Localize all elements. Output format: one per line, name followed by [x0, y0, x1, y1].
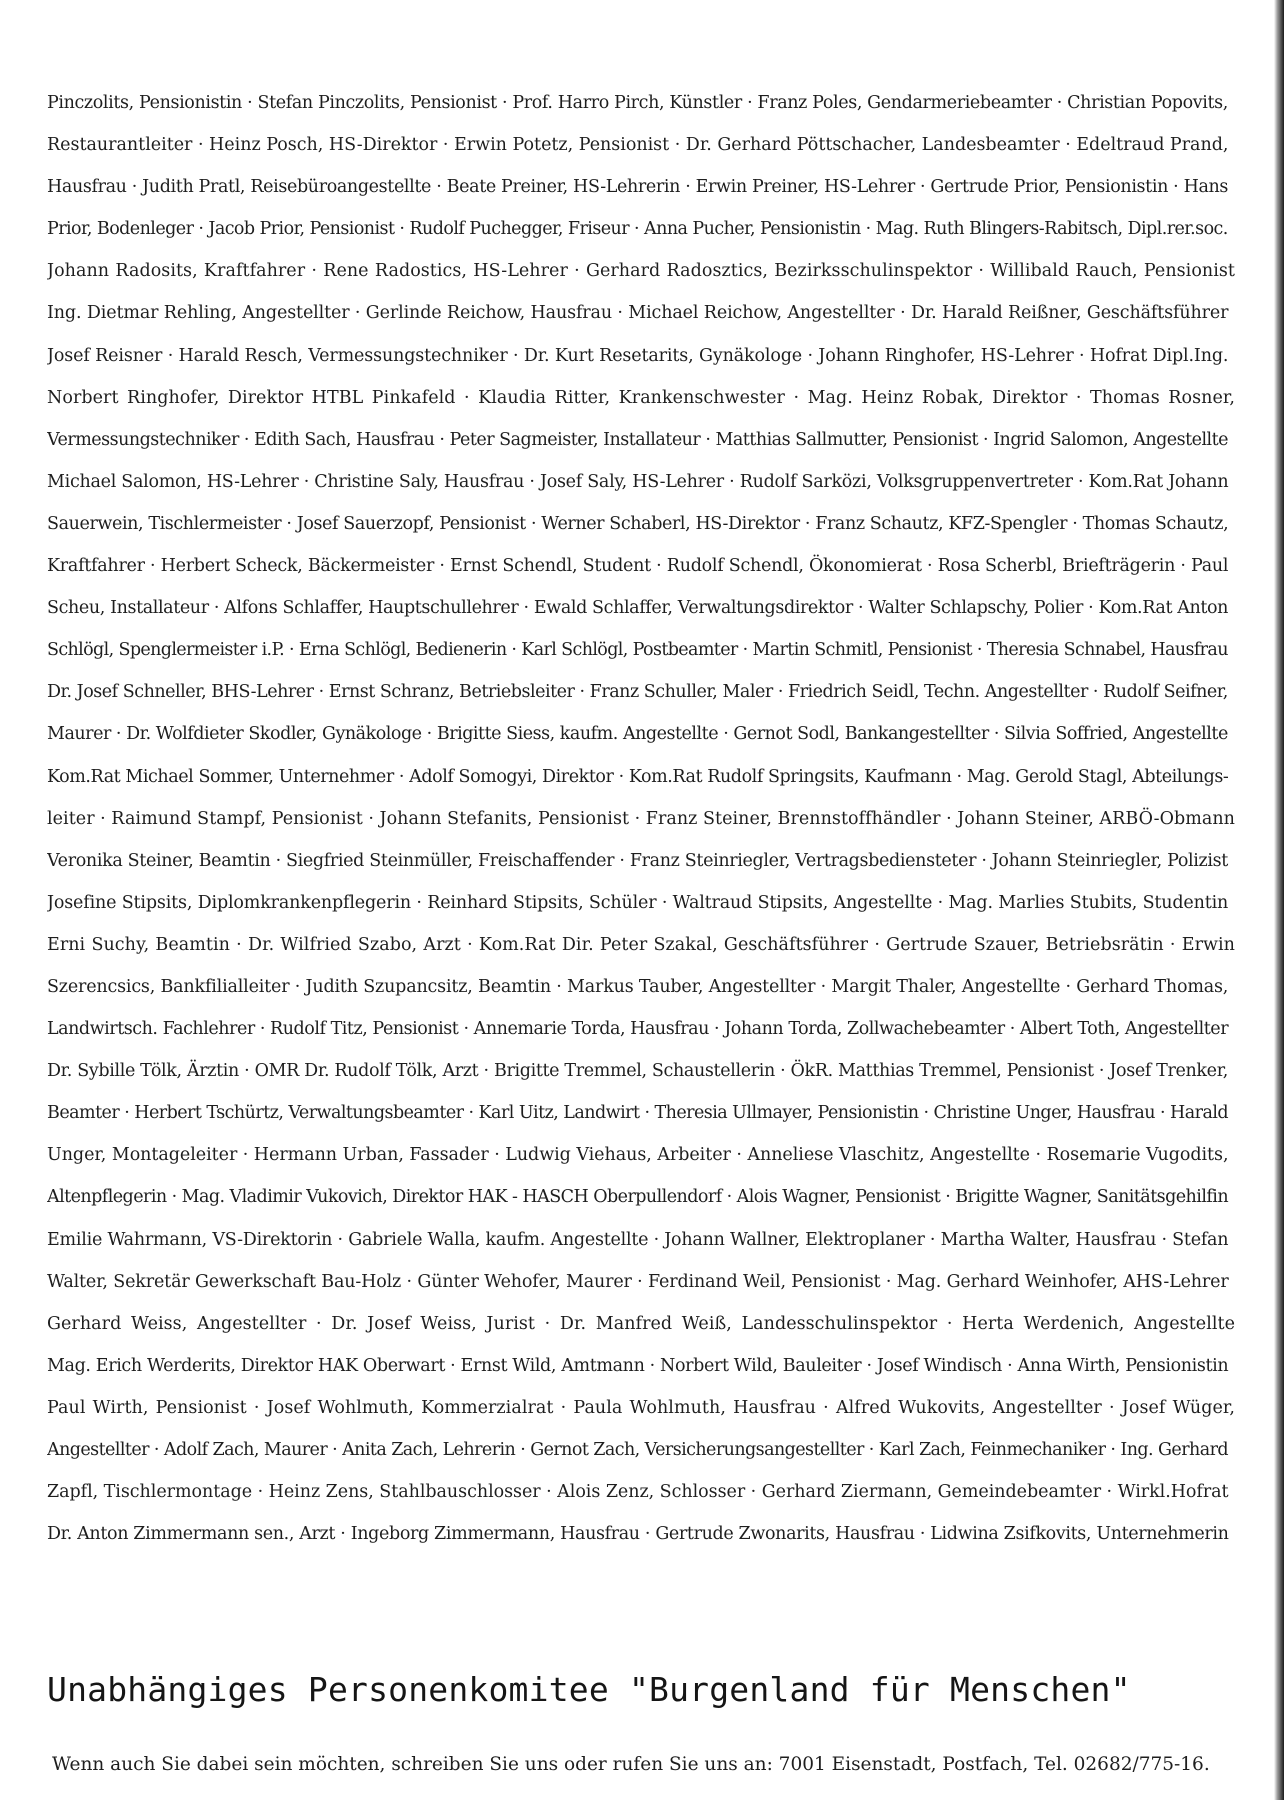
list-line: Josef Reisner · Harald Resch, Vermessungstechniker · Dr. Kurt Resetarits, Gynäkologe · Johann Ringhofer, HS-Lehrer · Hofrat Dipl.Ing.: [47, 345, 1229, 366]
list-line: Vermessungstechniker · Edith Sach, Hausfrau · Peter Sagmeister, Installateur · Matthias Sallmutter, Pensionist · Ingrid Salomon, Angestellte: [47, 429, 1229, 450]
supporter-name-list: [47, 82, 1237, 1555]
list-line: Norbert Ringhofer, Direktor HTBL Pinkafeld · Klaudia Ritter, Krankenschwester · Mag. Heinz Robak, Direktor · Thomas Rosner,: [47, 387, 1235, 408]
list-line: Zapfl, Tischlermontage · Heinz Zens, Stahlbauschlosser · Alois Zenz, Schlosser · Gerhard Ziermann, Gemeindebeamter · Wirkl.Hofrat: [47, 1482, 1229, 1503]
list-line: Hausfrau · Judith Pratl, Reisebüroangestellte · Beate Preiner, HS-Lehrerin · Erwin Preiner, HS-Lehrer · Gertrude Prior, Pensionistin · Hans: [47, 177, 1229, 198]
list-line: Kom.Rat Michael Sommer, Unternehmer · Adolf Somogyi, Direktor · Kom.Rat Rudolf Springsits, Kaufmann · Mag. Gerold Stagl, Abteilungs-: [47, 766, 1229, 787]
list-line: Paul Wirth, Pensionist · Josef Wohlmuth, Kommerzialrat · Paula Wohlmuth, Hausfrau · Alfred Wukovits, Angestellter · Josef Wüger,: [47, 1397, 1235, 1418]
list-line: Beamter · Herbert Tschürtz, Verwaltungsbeamter · Karl Uitz, Landwirt · Theresia Ullmayer, Pensionistin · Christine Unger, Hausfrau · Harald: [47, 1103, 1229, 1124]
list-line: Restaurantleiter · Heinz Posch, HS-Direktor · Erwin Potetz, Pensionist · Dr. Gerhard Pöttschacher, Landesbeamter · Edeltraud Prand,: [47, 135, 1229, 156]
list-line: Dr. Sybille Tölk, Ärztin · OMR Dr. Rudolf Tölk, Arzt · Brigitte Tremmel, Schaustellerin · ÖkR. Matthias Tremmel, Pensionist · Josef Trenker,: [47, 1061, 1228, 1082]
list-line: Gerhard Weiss, Angestellter · Dr. Josef Weiss, Jurist · Dr. Manfred Weiß, Landesschulinspektor · Herta Werdenich, Angestellte: [47, 1313, 1235, 1334]
list-line: Veronika Steiner, Beamtin · Siegfried Steinmüller, Freischaffender · Franz Steinriegler, Vertragsbediensteter · Johann Steinriegler, Polizist: [47, 850, 1228, 871]
list-line: Ing. Dietmar Rehling, Angestellter · Gerlinde Reichow, Hausfrau · Michael Reichow, Angestellter · Dr. Harald Reißner, Geschäftsführer: [47, 303, 1229, 324]
list-line: Unger, Montageleiter · Hermann Urban, Fassader · Ludwig Viehaus, Arbeiter · Anneliese Vlaschitz, Angestellte · Rosemarie Vugodits,: [47, 1145, 1229, 1166]
list-line: Scheu, Installateur · Alfons Schlaffer, Hauptschullehrer · Ewald Schlaffer, Verwaltungsdirektor · Walter Schlapschy, Polier · Kom.Rat Anton: [47, 598, 1229, 619]
list-line: Dr. Anton Zimmermann sen., Arzt · Ingeborg Zimmermann, Hausfrau · Gertrude Zwonarits, Hausfrau · Lidwina Zsifkovits, Unternehmerin: [47, 1524, 1229, 1545]
list-line: Altenpflegerin · Mag. Vladimir Vukovich, Direktor HAK - HASCH Oberpullendorf · Alois Wagner, Pensionist · Brigitte Wagner, Sanitätsgehilfin: [47, 1187, 1229, 1208]
list-line: Erni Suchy, Beamtin · Dr. Wilfried Szabo, Arzt · Kom.Rat Dir. Peter Szakal, Geschäftsführer · Gertrude Szauer, Betriebsrätin · Erwin: [47, 934, 1235, 955]
list-line: Emilie Wahrmann, VS-Direktorin · Gabriele Walla, kaufm. Angestellte · Johann Wallner, Elektroplaner · Martha Walter, Hausfrau · Stefan: [47, 1229, 1229, 1250]
contact-line: Wenn auch Sie dabei sein möchten, schreiben Sie uns oder rufen Sie uns an: 7001 Eisenstadt, Postfach, Tel. 02682/775-16.: [52, 1754, 1210, 1775]
list-line: Kraftfahrer · Herbert Scheck, Bäckermeister · Ernst Schendl, Student · Rudolf Schendl, Ökonomierat · Rosa Scherbl, Briefträgerin · Paul: [47, 556, 1229, 577]
list-line: Dr. Josef Schneller, BHS-Lehrer · Ernst Schranz, Betriebsleiter · Franz Schuller, Maler · Friedrich Seidl, Techn. Angestellter · Rudolf Seifner,: [47, 682, 1228, 703]
list-line: Angestellter · Adolf Zach, Maurer · Anita Zach, Lehrerin · Gernot Zach, Versicherungsangestellter · Karl Zach, Feinmechaniker · Ing. Gerhard: [47, 1440, 1228, 1460]
page-edge-shadow: [1274, 0, 1284, 1800]
list-line: Schlögl, Spenglermeister i.P. · Erna Schlögl, Bedienerin · Karl Schlögl, Postbeamter · Martin Schmitl, Pensionist · Theresia Schnabel, Hausfrau: [47, 640, 1228, 661]
list-line: Szerencsics, Bankfilialleiter · Judith Szupancsitz, Beamtin · Markus Tauber, Angestellter · Margit Thaler, Angestellte · Gerhard Thomas,: [47, 976, 1229, 997]
list-line: Landwirtsch. Fachlehrer · Rudolf Titz, Pensionist · Annemarie Torda, Hausfrau · Johann Torda, Zollwachebeamter · Albert Toth, Angestellter: [47, 1019, 1229, 1040]
list-line: leiter · Raimund Stampf, Pensionist · Johann Stefanits, Pensionist · Franz Steiner, Brennstoffhändler · Johann Steiner, ARBÖ-Obmann: [47, 808, 1235, 829]
list-line: Prior, Bodenleger · Jacob Prior, Pensionist · Rudolf Puchegger, Friseur · Anna Pucher, Pensionistin · Mag. Ruth Blingers-Rabitsch, Dipl.rer.soc.: [47, 219, 1228, 240]
committee-title: Unabhängiges Personenkomitee "Burgenland für Menschen": [47, 1670, 1131, 1709]
list-line: Josefine Stipsits, Diplomkrankenpflegerin · Reinhard Stipsits, Schüler · Waltraud Stipsits, Angestellte · Mag. Marlies Stubits, Studentin: [47, 892, 1229, 913]
list-line: Sauerwein, Tischlermeister · Josef Sauerzopf, Pensionist · Werner Schaberl, HS-Direktor · Franz Schautz, KFZ-Spengler · Thomas Schautz,: [47, 513, 1229, 534]
list-line: Walter, Sekretär Gewerkschaft Bau-Holz · Günter Wehofer, Maurer · Ferdinand Weil, Pensionist · Mag. Gerhard Weinhofer, AHS-Lehrer: [47, 1271, 1229, 1292]
list-line: Pinczolits, Pensionistin · Stefan Pinczolits, Pensionist · Prof. Harro Pirch, Künstler · Franz Poles, Gendarmeriebeamter · Christian Popovits,: [47, 93, 1228, 113]
list-line: Michael Salomon, HS-Lehrer · Christine Saly, Hausfrau · Josef Saly, HS-Lehrer · Rudolf Sarközi, Volksgruppenvertreter · Kom.Rat Johann: [47, 471, 1229, 492]
list-line: Maurer · Dr. Wolfdieter Skodler, Gynäkologe · Brigitte Siess, kaufm. Angestellte · Gernot Sodl, Bankangestellter · Silvia Soffried, Angestellte: [47, 724, 1228, 745]
list-line: Johann Radosits, Kraftfahrer · Rene Radostics, HS-Lehrer · Gerhard Radosztics, Bezirksschulinspektor · Willibald Rauch, Pensionist: [47, 261, 1235, 282]
list-line: Mag. Erich Werderits, Direktor HAK Oberwart · Ernst Wild, Amtmann · Norbert Wild, Bauleiter · Josef Windisch · Anna Wirth, Pensionistin: [47, 1355, 1229, 1376]
